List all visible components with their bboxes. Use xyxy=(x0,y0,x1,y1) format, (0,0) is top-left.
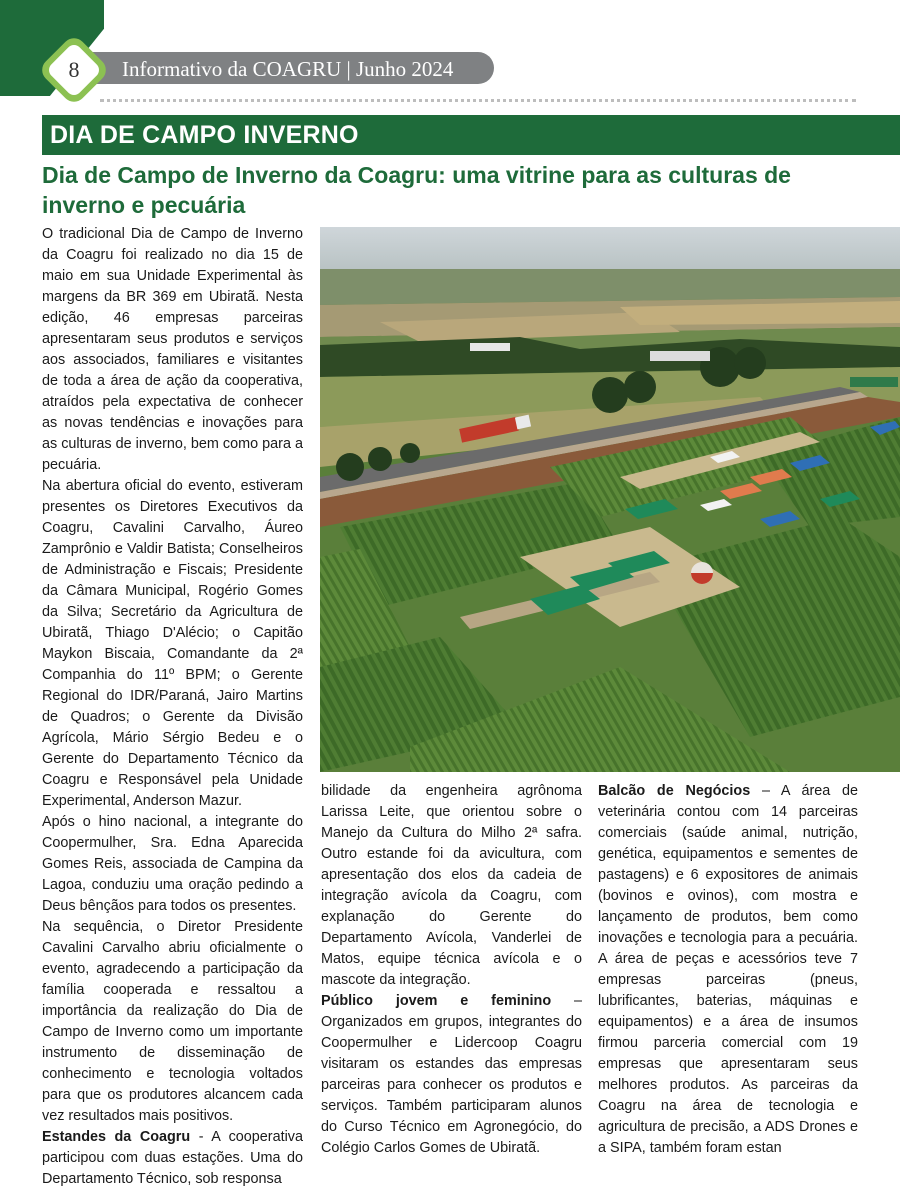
paragraph-sequencia: Na sequência, o Diretor Presidente Cavalini Carvalho abriu oficialmente o evento, agradecendo a participação da família cooperada e ressaltou a importância da realização do Dia de Campo de Inverno como um importante instrumento de disseminação de conhecimento e tecnologia voltados para que os produtores alcancem cada vez resultados mais positivos. xyxy=(42,919,303,1124)
paragraph-abertura: Na abertura oficial do evento, estiveram presentes os Diretores Executivos da Coagru, Cavalini Carvalho, Áureo Zamprônio e Valdir Batista; Conselheiros de Administração e Fiscais; Presidente da Câmara Municipal, Rogério Gomes da Silva; Secretário da Agricultura de Ubiratã, Thiago D'Alécio; o Capitão Maykon Biscaia, Comandante da 2ª Companhia do 11º BPM; o Gerente Regional do IDR/Paraná, Jairo Martins de Quadros; o Gerente da Divisão Agrícola, Mário Sérgio Bedeu e o Gerente do Departamento Técnico da Coagru e Responsável pela Unidade Experimental, Anderson Mazur. xyxy=(42,478,303,809)
article-column-2 xyxy=(321,781,582,1159)
article-column-1 xyxy=(42,224,303,1190)
paragraph-publico xyxy=(321,991,582,1159)
estandes-text: - A cooperativa participou com duas estações. Uma do Departamento Técnico, sob responsa xyxy=(42,1129,303,1187)
publication-title: Informativo da COAGRU | Junho 2024 xyxy=(122,57,454,81)
aerial-field-photo xyxy=(320,227,900,772)
paragraph-balcao xyxy=(598,781,858,1159)
article-column-3 xyxy=(598,781,858,1159)
section-banner xyxy=(42,115,900,155)
paragraph-estandes-cont: bilidade da engenheira agrônoma Larissa Leite, que orientou sobre o Manejo da Cultura do Milho 2ª safra. Outro estande foi da avicultura, com apresentação dos elos da cadeia de integração avícola da Coagru, com explanação do Gerente do Departamento Avícola, Vanderlei de Matos, equipe técnica avícola e o mascote da integração. xyxy=(321,783,582,988)
paragraph-hino: Após o hino nacional, a integrante do Coopermulher, Sra. Edna Aparecida Gomes Reis, associada de Campina da Lagoa, conduziu uma oração pedindo a Deus bênçãos para todos os presentes. xyxy=(42,814,303,914)
page-number: 8 xyxy=(68,57,80,82)
paragraph-estandes xyxy=(42,1127,303,1190)
paragraph-intro: O tradicional Dia de Campo de Inverno da Coagru foi realizado no dia 15 de maio em sua Unidade Experimental às margens da BR 369 em Ubiratã. Nesta edição, 46 empresas parceiras apresentaram seus produtos e serviços aos associados, familiares e visitantes de toda a área de ação da cooperativa, atraídos pela expectativa de conhecer as novas tendências e inovações para as culturas de inverno, bem como para a pecuária. xyxy=(42,226,303,473)
balcao-heading: Balcão de Negócios xyxy=(598,783,751,799)
publico-text: – Organizados em grupos, integrantes do Coopermulher e Lidercoop Coagru visitaram os estandes das empresas parceiras para conhecer os produtos e serviços. Também participaram alunos do Curso Técnico em Agronegócio, do Colégio Carlos Gomes de Ubiratã. xyxy=(321,993,582,1156)
section-title: DIA DE CAMPO INVERNO xyxy=(50,121,359,149)
publico-heading: Público jovem e feminino xyxy=(321,993,552,1009)
header-divider xyxy=(100,99,856,102)
article-headline: Dia de Campo de Inverno da Coagru: uma vitrine para as culturas de inverno e pecuária xyxy=(42,162,791,218)
estandes-heading: Estandes da Coagru xyxy=(42,1129,191,1145)
balcao-text: – A área de veterinária contou com 14 parceiras comerciais (saúde animal, nutrição, genética, equipamentos e sementes de pastagens) e 6 expositores de animais (bovinos e ovinos), com mostra e lançamento de produtos, bem como inovações e tecnologia para a pecuária. A área de peças e acessórios teve 7 empresas parceiras (pneus, lubrificantes, baterias, máquinas e equipamentos) e a área de insumos firmou parceria comercial com 19 empresas que apresentaram seus melhores produtos. As parceiras da Coagru na área de tecnologia e agricultura de precisão, a ADS Drones e a SIPA, também foram estan xyxy=(598,783,858,1156)
